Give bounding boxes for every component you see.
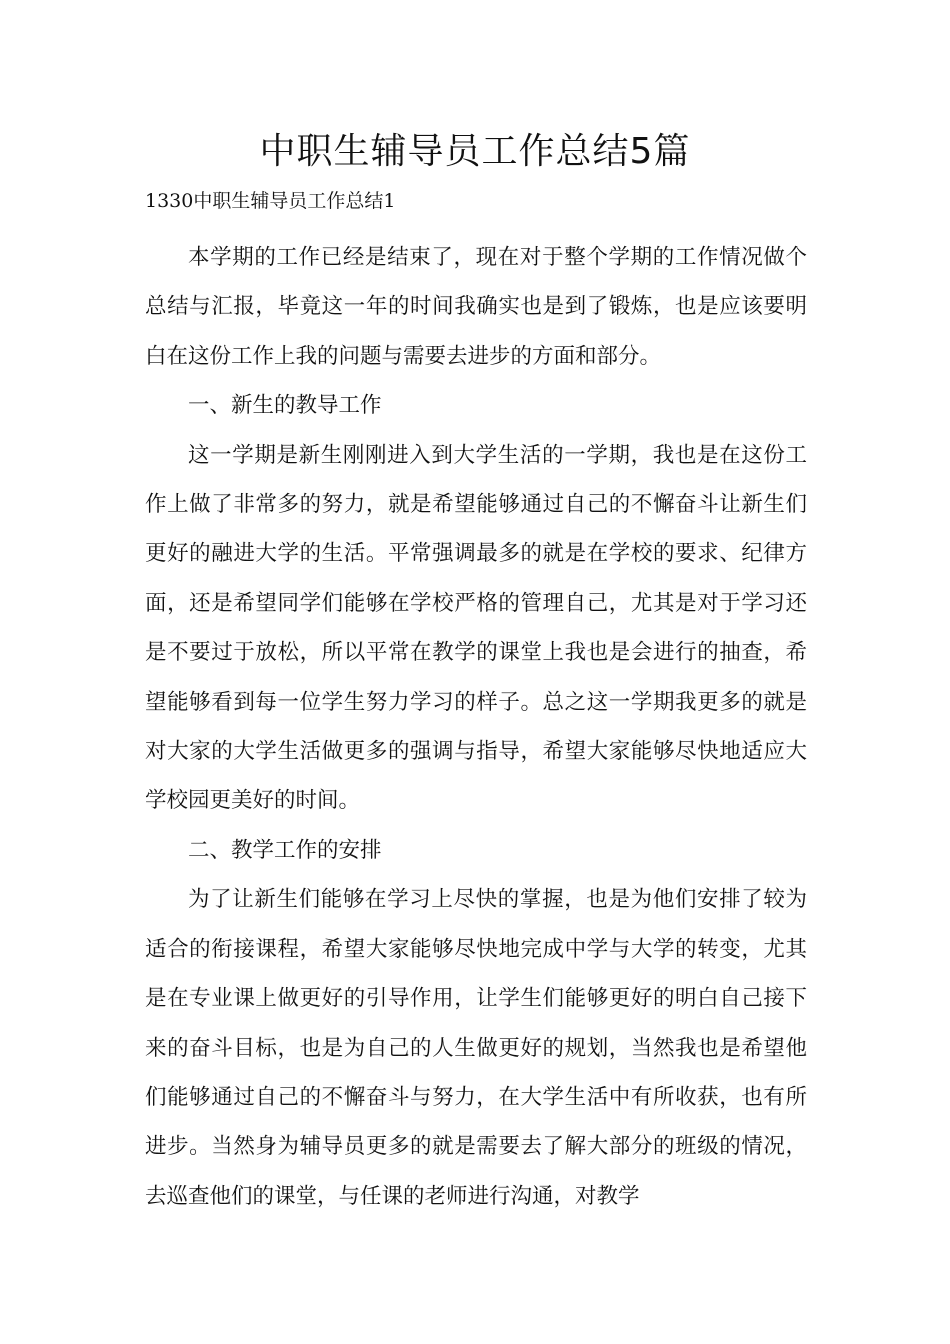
paragraph-section-2: 为了让新生们能够在学习上尽快的掌握，也是为他们安排了较为适合的衔接课程，希望大家能够尽快地完成中学与大学的转变，尤其是在专业课上做更好的引导作用，让学生们能够更好的明白自己接下来的奋斗目标，也是为自己的人生做更好的规划，当然我也是希望他们能够通过自己的不懈奋斗与努力，在大学生活中有所收获，也有所进步。当然身为辅导员更多的就是需要去了解大部分的班级的情况，去巡查他们的课堂，与任课的老师进行沟通，对教学 <box>145 887 807 1209</box>
document-title: 中职生辅导员工作总结5篇 <box>259 131 691 172</box>
document-subtitle: 1330中职生辅导员工作总结1 <box>145 190 396 212</box>
section-heading-2: 二、教学工作的安排 <box>188 837 382 863</box>
paragraph-intro: 本学期的工作已经是结束了，现在对于整个学期的工作情况做个总结与汇报，毕竟这一年的时间我确实也是到了锻炼，也是应该要明白在这份工作上我的问题与需要去进步的方面和部分。 <box>145 245 807 369</box>
document-body <box>145 233 807 1221</box>
section-heading-1: 一、新生的教导工作 <box>188 393 382 419</box>
paragraph-section-1: 这一学期是新生刚刚进入到大学生活的一学期，我也是在这份工作上做了非常多的努力，就是希望能够通过自己的不懈奋斗让新生们更好的融进大学的生活。平常强调最多的就是在学校的要求、纪律方面，还是希望同学们能够在学校严格的管理自己，尤其是对于学习还是不要过于放松，所以平常在教学的课堂上我也是会进行的抽查，希望能够看到每一位学生努力学习的样子。总之这一学期我更多的就是对大家的大学生活做更多的强调与指导，希望大家能够尽快地适应大学校园更美好的时间。 <box>145 442 807 814</box>
